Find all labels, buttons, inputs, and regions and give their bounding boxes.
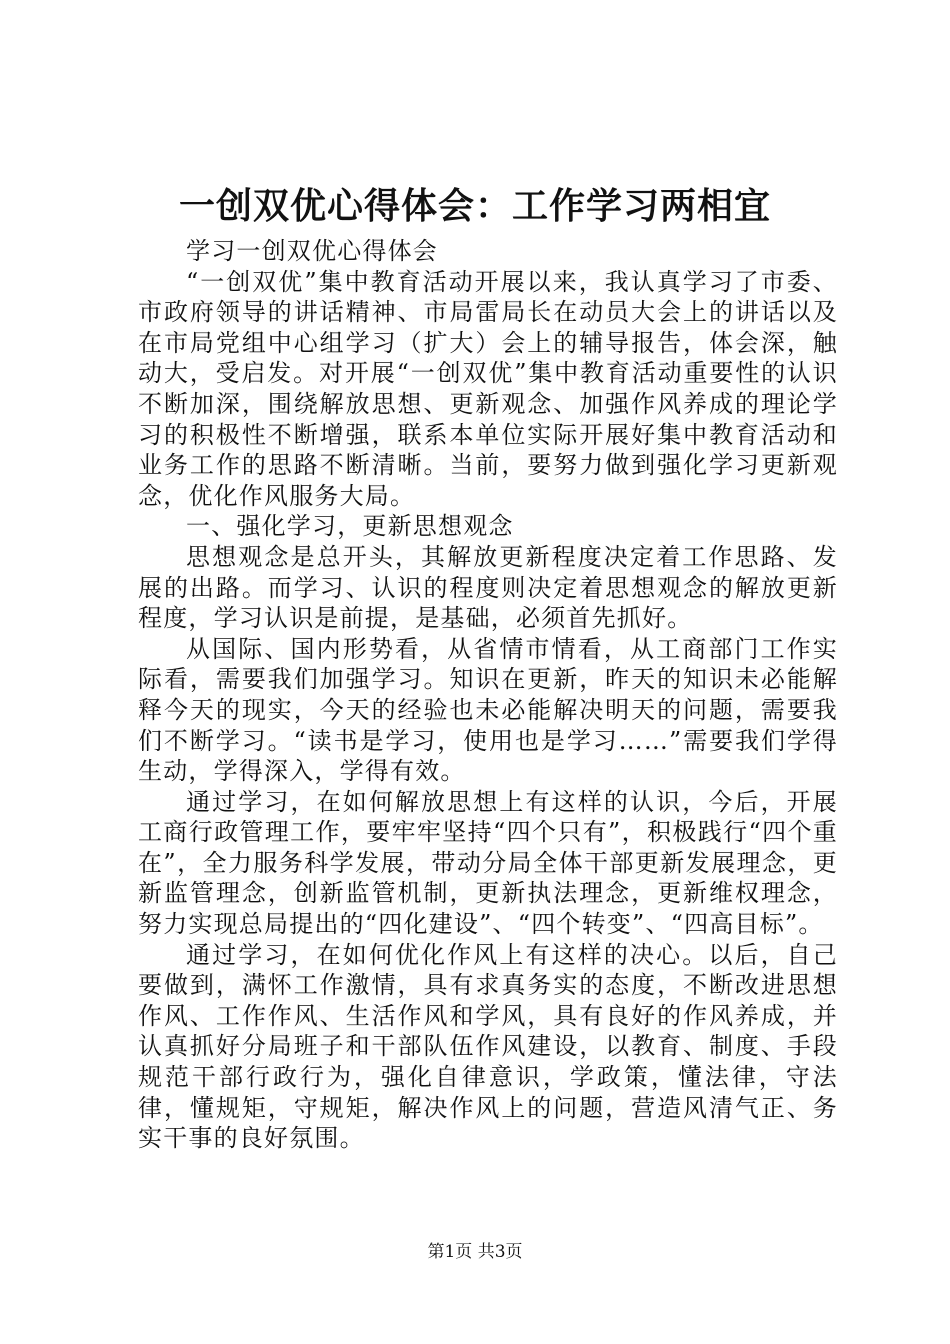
document-body <box>138 236 838 1154</box>
body-paragraph: 思想观念是总开头，其解放更新程度决定着工作思路、发展的出路。而学习、认识的程度则决定着思想观念的解放更新程度，学习认识是前提，是基础，必须首先抓好。 <box>138 542 838 633</box>
body-paragraph: 从国际、国内形势看，从省情市情看，从工商部门工作实际看，需要我们加强学习。知识在更新，昨天的知识未必能解释今天的现实，今天的经验也未必能解决明天的问题，需要我们不断学习。“读书是学习，使用也是学习……”需要我们学得生动，学得深入，学得有效。 <box>138 634 838 786</box>
body-paragraph: 通过学习，在如何解放思想上有这样的认识，今后，开展工商行政管理工作，要牢牢坚持“四个只有”，积极践行“四个重在”，全力服务科学发展，带动分局全体干部更新发展理念，更新监管理念，创新监管机制，更新执法理念，更新维权理念，努力实现总局提出的“四化建设”、“四个转变”、“四高目标”。 <box>138 787 838 939</box>
subtitle-paragraph: 学习一创双优心得体会 <box>186 237 438 265</box>
document-title: 一创双优心得体会：工作学习两相宜 <box>178 185 771 227</box>
section-heading: 一、强化学习，更新思想观念 <box>186 512 514 541</box>
page-number-footer: 第1页 共3页 <box>427 1242 523 1262</box>
body-paragraph: 通过学习，在如何优化作风上有这样的决心。以后，自己要做到，满怀工作激情，具有求真务实的态度，不断改进思想作风、工作作风、生活作风和学风，具有良好的作风养成，并认真抓好分局班子和干部队伍作风建设，以教育、制度、手段规范干部行政行为，强化自律意识，学政策，懂法律，守法律，懂规矩，守规矩，解决作风上的问题，营造风清气正、务实干事的良好氛围。 <box>138 940 838 1153</box>
intro-paragraph: “一创双优”集中教育活动开展以来，我认真学习了市委、市政府领导的讲话精神、市局雷局长在动员大会上的讲话以及在市局党组中心组学习（扩大）会上的辅导报告，体会深，触动大，受启发。对开展“一创双优”集中教育活动重要性的认识不断加深，围绕解放思想、更新观念、加强作风养成的理论学习的积极性不断增强，联系本单位实际开展好集中教育活动和业务工作的思路不断清晰。当前，要努力做到强化学习更新观念，优化作风服务大局。 <box>138 267 838 510</box>
